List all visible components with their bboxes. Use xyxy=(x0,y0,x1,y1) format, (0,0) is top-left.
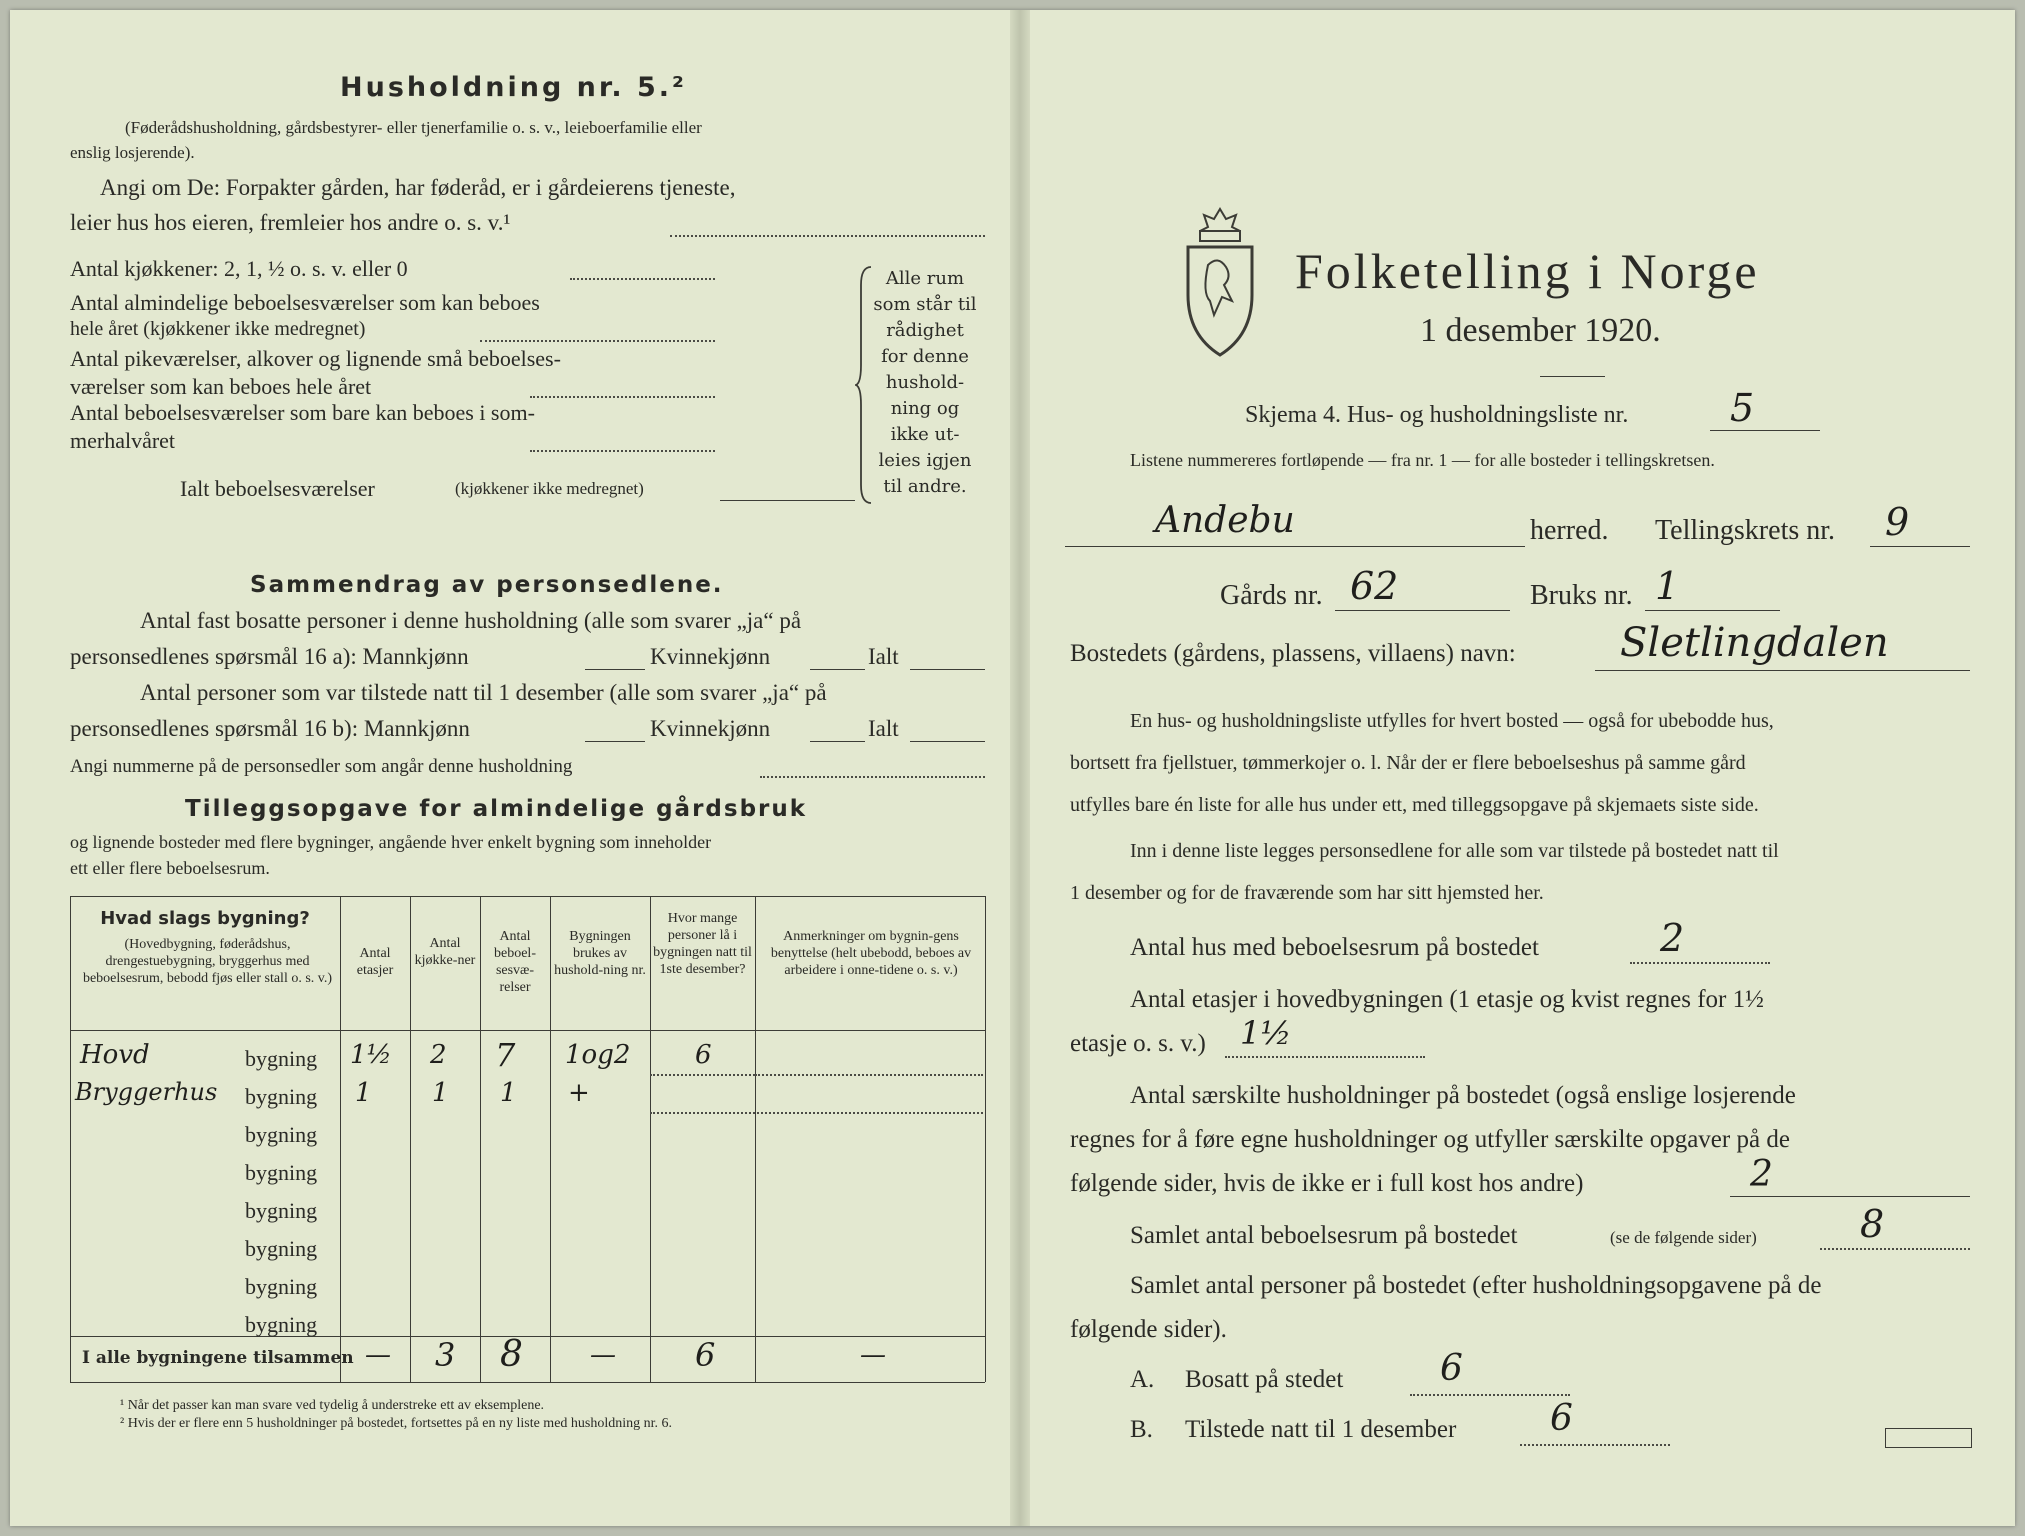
farm-number-line xyxy=(1335,610,1510,611)
angi-line-2: leier hus hos eieren, fremleier hos andre o. s. v.¹ xyxy=(70,210,511,235)
summer-rooms-label-1: Antal beboelsesværelser som bare kan beboes i som- xyxy=(70,400,535,425)
row-dots xyxy=(650,1112,983,1114)
row-building-name: Bryggerhus xyxy=(75,1078,218,1106)
household-note-1: (Føderådshusholdning, gårdsbestyrer- eller tjenerfamilie o. s. v., leieboerfamilie eller xyxy=(125,118,702,137)
brace-note-line: rådighet xyxy=(886,320,964,341)
floors-label-1: Antal etasjer i hovedbygningen (1 etasje og kvist regnes for 1½ xyxy=(1130,986,1764,1013)
small-rooms-label-1: Antal pikeværelser, alkover og lignende små beboelses- xyxy=(70,346,561,371)
row-household: + xyxy=(568,1078,590,1108)
instr-1b: bortsett fra fjellstuer, tømmerkojer o. l. Når der er flere beboelseshus på samme gård xyxy=(1070,752,1746,774)
brace-note-line: som står til xyxy=(873,294,977,315)
row-building-word: bygning xyxy=(245,1236,318,1261)
total-rooms-note-right: (se de følgende sider) xyxy=(1610,1228,1757,1247)
row-kitchens: 1 xyxy=(432,1078,449,1108)
brace-note-line: Alle rum xyxy=(885,268,965,289)
col-building-sub: (Hovedbygning, føderådshus, drengestuebygning, bryggerhus med beboelsesrum, bebodd fjøs eller stall o. s. v.) xyxy=(82,937,333,986)
total-rooms-value: 8 xyxy=(1860,1202,1885,1246)
table-top-rule xyxy=(70,896,985,897)
district-label: Tellingskrets nr. xyxy=(1655,515,1836,546)
rooms-label-1: Antal almindelige beboelsesværelser som kan beboes xyxy=(70,290,540,315)
numbering-note: Listene nummereres fortløpende — fra nr. 1 — for alle bosteder i tellingskretsen. xyxy=(1130,450,1715,470)
rooms-fill xyxy=(480,340,715,342)
small-rooms-fill xyxy=(530,396,715,398)
footnote-1: ¹ Når det passer kan man svare ved tydelig å understreke ett av eksemplene. xyxy=(120,1398,545,1413)
resident-total-label: Ialt xyxy=(868,644,899,669)
resident-a-value: 6 xyxy=(1440,1348,1463,1389)
col-rooms: Antal beboel-sesvæ-relser xyxy=(494,929,536,995)
floors-line xyxy=(1225,1056,1425,1058)
present-b-line xyxy=(1520,1444,1670,1446)
supplement-line-2: ett eller flere beboelsesrum. xyxy=(70,858,270,878)
brace-note-line: ikke ut- xyxy=(890,424,960,445)
resident-total-fill xyxy=(910,669,985,670)
row-rooms: 7 xyxy=(495,1036,516,1074)
municipality-line xyxy=(1065,546,1525,547)
col-household: Bygningen brukes av hushold-ning nr. xyxy=(554,929,646,978)
resident-a-label: A. xyxy=(1130,1366,1155,1393)
farm-number-label: Gårds nr. xyxy=(1220,580,1323,611)
col-building-title: Hvad slags bygning? xyxy=(100,908,310,929)
resident-a-line xyxy=(1410,1394,1570,1396)
instr-1c: utfylles bare én liste for alle hus under ett, med tilleggsopgave på skjemaets siste side. xyxy=(1070,794,1759,816)
kitchens-label: Antal kjøkkener: 2, 1, ½ o. s. v. eller 0 xyxy=(70,256,408,281)
brace-note-line: for denne xyxy=(881,346,969,367)
row-building-word: bygning xyxy=(245,1274,318,1299)
table-left-rule xyxy=(70,896,71,1382)
instr-2b: 1 desember og for de fraværende som har sitt hjemsted her. xyxy=(1070,882,1544,904)
book-spine xyxy=(1010,10,1030,1526)
total-row-label: I alle bygningene tilsammen xyxy=(82,1348,354,1368)
total-kitchens: 3 xyxy=(435,1336,456,1374)
table-body-rule xyxy=(70,1336,985,1337)
form-title: Folketelling i Norge xyxy=(1295,243,1760,299)
district-number: 9 xyxy=(1885,500,1910,544)
total-rooms: 8 xyxy=(500,1334,523,1375)
total-rooms-fill xyxy=(720,500,855,501)
place-name-line xyxy=(1595,670,1970,671)
floors-value: 1½ xyxy=(1240,1014,1292,1052)
schema-number: 5 xyxy=(1730,386,1755,430)
present-female-label: Kvinnekjønn xyxy=(650,716,771,741)
brace-note xyxy=(865,266,985,500)
resident-female-label: Kvinnekjønn xyxy=(650,644,771,669)
row-building-word: bygning xyxy=(245,1122,318,1147)
printer-stamp xyxy=(1885,1428,1972,1448)
holding-number: 1 xyxy=(1655,564,1680,608)
resident-line-2: personsedlenes spørsmål 16 a): Mannkjønn xyxy=(70,644,469,669)
row-building-word: bygning xyxy=(245,1084,318,1109)
households-line xyxy=(1730,1196,1970,1197)
resident-male-fill xyxy=(585,669,645,670)
col-kitchens: Antal kjøkke-ner xyxy=(414,936,476,968)
row-kitchens: 2 xyxy=(430,1040,447,1070)
row-floors: 1½ xyxy=(350,1040,392,1070)
table-bottom-rule xyxy=(70,1382,985,1383)
total-persons-label-2: følgende sider). xyxy=(1070,1316,1227,1343)
form-date: 1 desember 1920. xyxy=(1420,312,1661,349)
coat-of-arms-icon xyxy=(1180,205,1260,365)
households-label-3: følgende sider, hvis de ikke er i full kost hos andre) xyxy=(1070,1170,1584,1197)
instr-2a: Inn i denne liste legges personsedlene for alle som var tilstede på bostedet natt til xyxy=(1130,840,1779,862)
row-dots xyxy=(755,1074,983,1076)
row-building-word: bygning xyxy=(245,1046,318,1071)
angi-fill-line xyxy=(670,235,985,237)
present-b-label: B. xyxy=(1130,1416,1153,1443)
resident-female-fill xyxy=(810,669,865,670)
household-title: Husholdning nr. 5.² xyxy=(340,72,687,103)
total-rooms-note: (kjøkkener ikke medregnet) xyxy=(455,479,644,498)
total-rooms-label: Ialt beboelsesværelser xyxy=(180,476,375,501)
numbers-label: Angi nummerne på de personsedler som angår denne husholdning xyxy=(70,756,573,777)
col-rule xyxy=(410,896,411,1382)
household-note-2: enslig losjerende). xyxy=(70,143,195,162)
present-total-label: Ialt xyxy=(868,716,899,741)
municipality-value: Andebu xyxy=(1155,500,1295,541)
summary-title: Sammendrag av personsedlene. xyxy=(250,572,724,598)
footnote-2: ² Hvis der er flere enn 5 husholdninger på bostedet, fortsettes på en ny liste med husholdning nr. 6. xyxy=(120,1416,673,1431)
houses-value: 2 xyxy=(1660,916,1685,960)
total-rooms-line xyxy=(1820,1248,1970,1250)
left-page xyxy=(10,10,1010,1526)
rooms-label-2: hele året (kjøkkener ikke medregnet) xyxy=(70,318,366,340)
present-b-value: 6 xyxy=(1550,1398,1573,1439)
place-name-value: Sletlingdalen xyxy=(1620,620,1889,666)
brace-note-line: ning og xyxy=(890,398,960,419)
col-rule xyxy=(755,896,756,1382)
row-building-word: bygning xyxy=(245,1160,318,1185)
brace-note-line: til andre. xyxy=(883,476,967,497)
present-b-text: Tilstede natt til 1 desember xyxy=(1185,1416,1457,1443)
kitchens-fill xyxy=(570,278,715,280)
instr-1a: En hus- og husholdningsliste utfylles for hvert bosted — også for ubebodde hus, xyxy=(1130,710,1774,732)
angi-line-1: Angi om De: Forpakter gården, har føderåd, er i gårdeierens tjeneste, xyxy=(100,175,736,200)
present-female-fill xyxy=(810,741,865,742)
brace-note-line: leies igjen xyxy=(878,450,972,471)
households-label-2: regnes for å føre egne husholdninger og utfyller særskilte opgaver på de xyxy=(1070,1126,1790,1153)
supplement-line-1: og lignende bosteder med flere bygninger, angående hver enkelt bygning som inneholder xyxy=(70,832,712,852)
total-remarks: — xyxy=(860,1340,886,1370)
table-row xyxy=(70,1078,985,1116)
col-rule xyxy=(550,896,551,1382)
total-rooms-label-right: Samlet antal beboelsesrum på bostedet xyxy=(1130,1222,1518,1249)
col-persons: Hvor mange personer lå i bygningen natt til 1ste desember? xyxy=(653,911,752,977)
floors-label-2: etasje o. s. v.) xyxy=(1070,1030,1206,1057)
total-floors: — xyxy=(365,1340,391,1370)
holding-number-label: Bruks nr. xyxy=(1530,580,1633,611)
census-sheet xyxy=(10,10,2015,1526)
row-rooms: 1 xyxy=(500,1078,517,1108)
small-rooms-label-2: værelser som kan beboes hele året xyxy=(70,374,372,399)
table-row xyxy=(70,1036,985,1078)
summer-rooms-fill xyxy=(530,450,715,452)
row-building-word: bygning xyxy=(245,1312,318,1337)
district-line xyxy=(1870,546,1970,547)
col-rule xyxy=(650,896,651,1382)
total-persons-label-1: Samlet antal personer på bostedet (efter husholdningsopgavene på de xyxy=(1130,1272,1822,1299)
schema-label: Skjema 4. Hus- og husholdningsliste nr. xyxy=(1245,402,1629,428)
resident-a-text: Bosatt på stedet xyxy=(1185,1366,1344,1393)
houses-line xyxy=(1630,962,1770,964)
col-rule xyxy=(340,896,341,1382)
houses-label: Antal hus med beboelsesrum på bostedet xyxy=(1130,934,1539,961)
row-persons: 6 xyxy=(695,1040,712,1070)
resident-line-1: Antal fast bosatte personer i denne husholdning (alle som svarer „ja“ på xyxy=(140,608,802,633)
present-line-2: personsedlenes spørsmål 16 b): Mannkjønn xyxy=(70,716,470,741)
row-building-word: bygning xyxy=(245,1198,318,1223)
households-label-1: Antal særskilte husholdninger på bostedet (også enslige losjerende xyxy=(1130,1082,1796,1109)
supplement-title: Tilleggsopgave for almindelige gårdsbruk xyxy=(185,796,808,822)
households-value: 2 xyxy=(1750,1154,1773,1195)
table-right-rule xyxy=(985,896,986,1382)
title-divider xyxy=(1540,376,1605,377)
right-page xyxy=(1030,10,2015,1526)
col-rule xyxy=(480,896,481,1382)
present-line-1: Antal personer som var tilstede natt til 1 desember (alle som svarer „ja“ på xyxy=(140,680,827,705)
schema-number-line xyxy=(1710,430,1820,431)
present-total-fill xyxy=(910,741,985,742)
place-name-label: Bostedets (gårdens, plassens, villaens) navn: xyxy=(1070,640,1516,667)
col-remarks: Anmerkninger om bygnin-gens benyttelse (helt ubebodd, beboes av arbeidere i onne-tidene o. s. v.) xyxy=(770,929,972,978)
holding-number-line xyxy=(1645,610,1780,611)
present-male-fill xyxy=(585,741,645,742)
row-dots xyxy=(650,1074,755,1076)
summer-rooms-label-2: merhalvåret xyxy=(70,428,176,453)
row-building-name: Hovd xyxy=(80,1040,150,1070)
farm-number: 62 xyxy=(1350,564,1399,608)
numbers-fill xyxy=(760,776,985,778)
total-household: — xyxy=(590,1340,616,1370)
municipality-label: herred. xyxy=(1530,515,1609,546)
brace-note-line: hushold- xyxy=(885,372,965,393)
row-household: 1og2 xyxy=(565,1040,631,1070)
total-persons: 6 xyxy=(695,1336,716,1374)
row-floors: 1 xyxy=(355,1078,372,1108)
col-floors: Antal etasjer xyxy=(356,946,394,978)
table-header-rule xyxy=(70,1030,985,1031)
